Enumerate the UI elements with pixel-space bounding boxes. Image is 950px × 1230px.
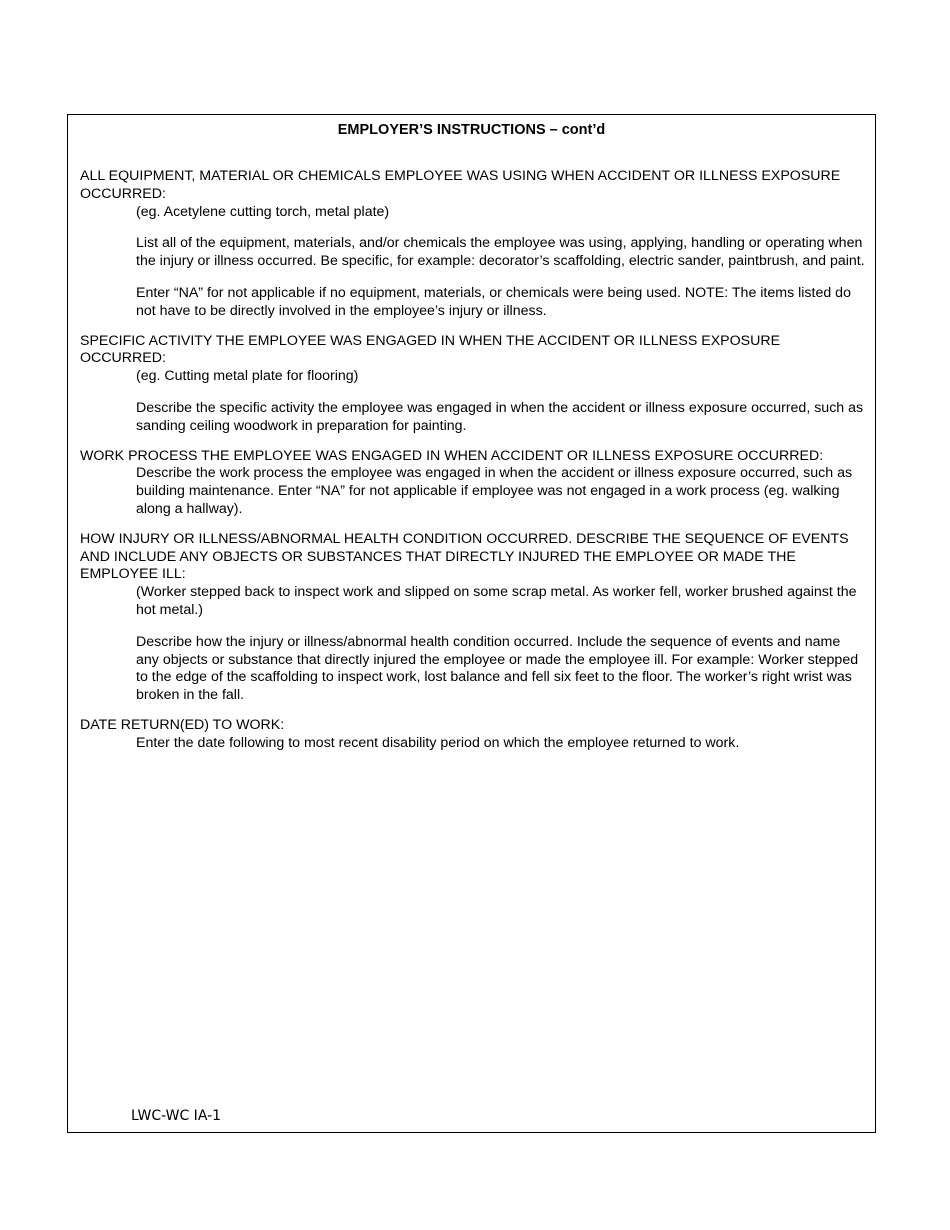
- instruction-paragraph: Describe how the injury or illness/abnormal health condition occurred. Include the sequence of events and name any objects or substance that directly injured the employee or made the employee ill. For example: Worker stepped to the edge of the scaffolding to inspect work, lost balance and fell six feet to the floor. The worker’s right wrist was broken in the fall.: [136, 633, 859, 704]
- instruction-paragraph: Enter the date following to most recent disability period on which the employee returned to work.: [136, 734, 740, 751]
- section-heading: DATE RETURN(ED) TO WORK:: [80, 716, 285, 733]
- section-date-returned: [80, 717, 866, 753]
- instruction-paragraph: List all of the equipment, materials, and/or chemicals the employee was using, applying, handling or operating when the injury or illness occurred. Be specific, for example: decorator’s scaffolding, electric sander, paintbrush, and paint.: [136, 235, 865, 270]
- section-heading: WORK PROCESS THE EMPLOYEE WAS ENGAGED IN WHEN ACCIDENT OR ILLNESS EXPOSURE OCCURRED:: [80, 447, 824, 464]
- section-heading: ALL EQUIPMENT, MATERIAL OR CHEMICALS EMPLOYEE WAS USING WHEN ACCIDENT OR ILLNESS EXPOSURE OCCURRED:: [80, 168, 841, 202]
- section-heading: SPECIFIC ACTIVITY THE EMPLOYEE WAS ENGAGED IN WHEN THE ACCIDENT OR ILLNESS EXPOSURE OCCURRED:: [80, 332, 781, 367]
- form-id: LWC-WC IA-1: [131, 1108, 222, 1124]
- example-text: (eg. Acetylene cutting torch, metal plate): [136, 203, 390, 220]
- section-heading: HOW INJURY OR ILLNESS/ABNORMAL HEALTH CONDITION OCCURRED. DESCRIBE THE SEQUENCE OF EVENTS AND INCLUDE ANY OBJECTS OR SUBSTANCES THAT DIRECTLY INJURED THE EMPLOYEE OR MADE THE EMPLOYEE ILL:: [80, 530, 849, 583]
- example-text: (eg. Cutting metal plate for flooring): [136, 368, 359, 385]
- instruction-paragraph: Describe the work process the employee was engaged in when the accident or illness exposure occurred, such as building maintenance. Enter “NA” for not applicable if employee was not engaged in a work process (eg. walking along a hallway).: [136, 465, 853, 517]
- section-specific-activity: [80, 333, 866, 436]
- instructions-content: [80, 168, 866, 765]
- instruction-paragraph: Describe the specific activity the employee was engaged in when the accident or illness exposure occurred, such as sanding ceiling woodwork in preparation for painting.: [136, 399, 864, 434]
- section-work-process: [80, 448, 866, 519]
- page-frame: [67, 114, 876, 1133]
- example-text: (Worker stepped back to inspect work and slipped on some scrap metal. As worker fell, worker brushed against the hot metal.): [136, 584, 857, 618]
- page-title: EMPLOYER’S INSTRUCTIONS – cont’d: [337, 122, 606, 138]
- instruction-paragraph: Enter “NA” for not applicable if no equipment, materials, or chemicals were being used. NOTE: The items listed do not have to be directly involved in the employee’s injury or illness.: [136, 284, 851, 319]
- section-how-injury-occurred: [80, 531, 866, 705]
- section-equipment: [80, 168, 866, 321]
